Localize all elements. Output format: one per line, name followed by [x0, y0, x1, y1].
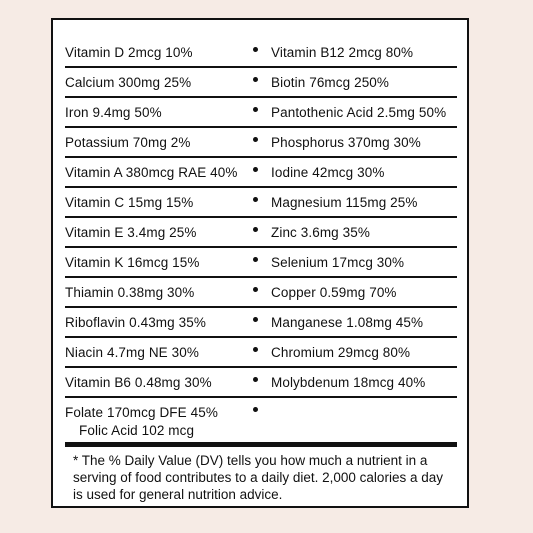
table-row: [65, 338, 457, 368]
nutrient-right: Zinc 3.6mg 35%: [271, 225, 370, 240]
nutrient-table: [65, 38, 457, 442]
bullet-icon: [253, 377, 258, 382]
table-row: [65, 278, 457, 308]
table-row: [65, 68, 457, 98]
nutrient-right: Selenium 17mcg 30%: [271, 255, 405, 270]
bullet-icon: [253, 407, 258, 412]
table-row: [65, 38, 457, 68]
nutrient-right: Vitamin B12 2mcg 80%: [271, 45, 414, 60]
table-row: [65, 218, 457, 248]
table-row-folate: [65, 398, 457, 442]
nutrient-left: Vitamin E 3.4mg 25%: [65, 225, 197, 240]
nutrient-left: Thiamin 0.38mg 30%: [65, 285, 195, 300]
table-row: [65, 188, 457, 218]
nutrient-left: Vitamin B6 0.48mg 30%: [65, 375, 212, 390]
bullet-icon: [253, 47, 258, 52]
table-row: [65, 128, 457, 158]
bullet-icon: [253, 77, 258, 82]
nutrient-right: Pantothenic Acid 2.5mg 50%: [271, 105, 447, 120]
nutrient-left: Vitamin K 16mcg 15%: [65, 255, 200, 270]
table-row: [65, 368, 457, 398]
nutrient-right: Iodine 42mcg 30%: [271, 165, 385, 180]
nutrient-left: Niacin 4.7mg NE 30%: [65, 345, 199, 360]
nutrient-left: Potassium 70mg 2%: [65, 135, 191, 150]
daily-value-footnote: * The % Daily Value (DV) tells you how much a nutrient in a serving of food contributes to a daily diet. 2,000 calories a day is used for general nutrition advice.: [73, 453, 443, 502]
table-row: [65, 308, 457, 338]
thick-divider: [65, 442, 457, 447]
bullet-icon: [253, 287, 258, 292]
bullet-icon: [253, 317, 258, 322]
bullet-icon: [253, 257, 258, 262]
nutrient-left: Iron 9.4mg 50%: [65, 105, 162, 120]
nutrition-label-panel: [51, 18, 469, 508]
nutrient-left: Riboflavin 0.43mg 35%: [65, 315, 206, 330]
nutrient-right: Magnesium 115mg 25%: [271, 195, 418, 210]
nutrient-left: Vitamin D 2mcg 10%: [65, 45, 193, 60]
nutrient-right: Biotin 76mcg 250%: [271, 75, 390, 90]
nutrient-right: Copper 0.59mg 70%: [271, 285, 397, 300]
bullet-icon: [253, 167, 258, 172]
nutrient-left: Folate 170mcg DFE 45%: [65, 405, 218, 420]
bullet-icon: [253, 347, 258, 352]
nutrient-left: Vitamin C 15mg 15%: [65, 195, 194, 210]
table-row: [65, 248, 457, 278]
nutrient-right: Phosphorus 370mg 30%: [271, 135, 421, 150]
nutrient-right: Molybdenum 18mcg 40%: [271, 375, 426, 390]
bullet-icon: [253, 137, 258, 142]
bullet-icon: [253, 227, 258, 232]
table-row: [65, 98, 457, 128]
nutrient-subitem: Folic Acid 102 mcg: [79, 423, 195, 438]
nutrient-right: Manganese 1.08mg 45%: [271, 315, 424, 330]
bullet-icon: [253, 197, 258, 202]
nutrient-left: Calcium 300mg 25%: [65, 75, 192, 90]
nutrient-right: Chromium 29mcg 80%: [271, 345, 411, 360]
table-row: [65, 158, 457, 188]
nutrient-left: Vitamin A 380mcg RAE 40%: [65, 165, 238, 180]
bullet-icon: [253, 107, 258, 112]
